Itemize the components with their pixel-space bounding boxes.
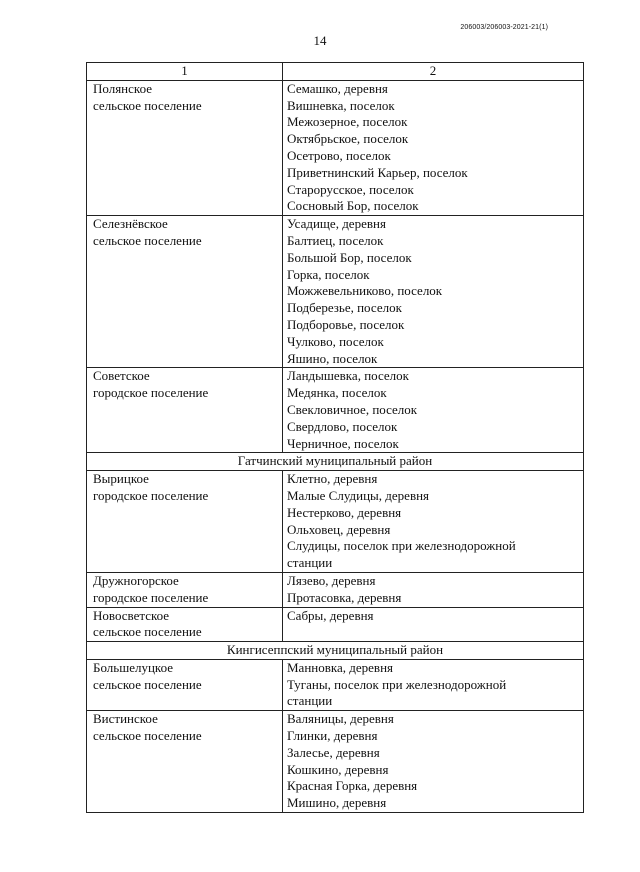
settlement-name-line: Советское: [93, 368, 150, 384]
locality-line: Сабры, деревня: [287, 607, 374, 623]
locality-line: Балтиец, поселок: [287, 232, 384, 248]
table-row: [87, 368, 584, 453]
localities-cell: [283, 471, 584, 573]
locality-line: Вишневка, поселок: [287, 97, 395, 113]
locality-line: Кошкино, деревня: [287, 761, 389, 777]
locality-line: Нестерково, деревня: [287, 504, 402, 520]
settlement-name-line: сельское поселение: [93, 728, 202, 744]
settlement-name-line: сельское поселение: [93, 97, 202, 113]
localities-cell: [283, 607, 584, 642]
locality-line: Свердлово, поселок: [287, 418, 398, 434]
document-code: 206003/206003-2021-21(1): [460, 24, 548, 31]
locality-line: Залесье, деревня: [287, 744, 380, 760]
table-row: [87, 80, 584, 215]
table-row: [87, 711, 584, 813]
table-row: [87, 607, 584, 642]
locality-line: Старорусское, поселок: [287, 181, 414, 197]
locality-line: Свекловичное, поселок: [287, 401, 418, 417]
settlement-name-line: городское поселение: [93, 385, 209, 401]
settlement-cell: [87, 471, 283, 573]
locality-line: Чулково, поселок: [287, 333, 384, 349]
column-header-1: 1: [87, 63, 283, 81]
settlement-name-line: сельское поселение: [93, 676, 202, 692]
locality-line: Медянка, поселок: [287, 385, 387, 401]
settlements-table: [86, 62, 584, 813]
locality-line: Мишино, деревня: [287, 795, 387, 811]
locality-line: Красная Горка, деревня: [287, 778, 418, 794]
table-row: [87, 659, 584, 710]
locality-line: Подберезье, поселок: [287, 300, 402, 316]
locality-line: Большой Бор, поселок: [287, 249, 412, 265]
table-header-row: [87, 63, 584, 81]
settlement-cell: [87, 607, 283, 642]
settlement-cell: [87, 80, 283, 215]
page-number: 14: [313, 33, 327, 48]
settlement-name-line: городское поселение: [93, 589, 209, 605]
settlement-name-line: городское поселение: [93, 487, 209, 503]
settlement-name-line: Вистинское: [93, 711, 158, 727]
settlement-cell: [87, 572, 283, 607]
table-row: [87, 216, 584, 368]
locality-line: Лязево, деревня: [287, 572, 376, 588]
locality-line: Туганы, поселок при железнодорожной: [287, 676, 507, 692]
locality-line: Октябрьское, поселок: [287, 131, 409, 147]
settlement-cell: [87, 711, 283, 813]
localities-cell: [283, 659, 584, 710]
locality-line: Горка, поселок: [287, 266, 370, 282]
settlement-name-line: Новосветское: [93, 607, 170, 623]
settlement-name-line: Селезнёвское: [93, 216, 168, 232]
locality-line: Межозерное, поселок: [287, 114, 408, 130]
table-row: [87, 471, 584, 573]
locality-line: Можжевельниково, поселок: [287, 283, 443, 299]
locality-line: Ландышевка, поселок: [287, 368, 409, 384]
locality-line: Семашко, деревня: [287, 80, 388, 96]
locality-line: Осетрово, поселок: [287, 147, 391, 163]
locality-line: станции: [287, 693, 333, 709]
locality-line: станции: [287, 555, 333, 571]
locality-line: Глинки, деревня: [287, 728, 378, 744]
column-header-2: 2: [283, 63, 584, 81]
settlement-name-line: Дружногорское: [93, 572, 179, 588]
locality-line: Валяницы, деревня: [287, 711, 394, 727]
district-name: Кингисеппский муниципальный район: [87, 642, 584, 660]
locality-line: Манновка, деревня: [287, 659, 393, 675]
locality-line: Усадище, деревня: [287, 216, 386, 232]
locality-line: Яшино, поселок: [287, 350, 378, 366]
localities-cell: [283, 216, 584, 368]
settlement-name-line: Вырицкое: [93, 471, 149, 487]
table-row: [87, 572, 584, 607]
locality-line: Слудицы, поселок при железнодорожной: [287, 538, 516, 554]
district-name: Гатчинский муниципальный район: [87, 453, 584, 471]
settlement-cell: [87, 368, 283, 453]
locality-line: Черничное, поселок: [287, 435, 399, 451]
locality-line: Ольховец, деревня: [287, 521, 391, 537]
localities-cell: [283, 368, 584, 453]
settlement-name-line: Полянское: [93, 80, 152, 96]
locality-line: Клетно, деревня: [287, 471, 378, 487]
settlement-cell: [87, 659, 283, 710]
localities-cell: [283, 711, 584, 813]
settlement-name-line: сельское поселение: [93, 232, 202, 248]
locality-line: Малые Слудицы, деревня: [287, 487, 430, 503]
locality-line: Сосновый Бор, поселок: [287, 198, 419, 214]
settlement-name-line: Большелуцкое: [93, 659, 174, 675]
locality-line: Протасовка, деревня: [287, 589, 402, 605]
district-row: [87, 642, 584, 660]
localities-cell: [283, 572, 584, 607]
settlement-cell: [87, 216, 283, 368]
settlement-name-line: сельское поселение: [93, 624, 202, 640]
locality-line: Приветнинский Карьер, поселок: [287, 164, 468, 180]
localities-cell: [283, 80, 584, 215]
locality-line: Подборовье, поселок: [287, 316, 405, 332]
district-row: [87, 453, 584, 471]
